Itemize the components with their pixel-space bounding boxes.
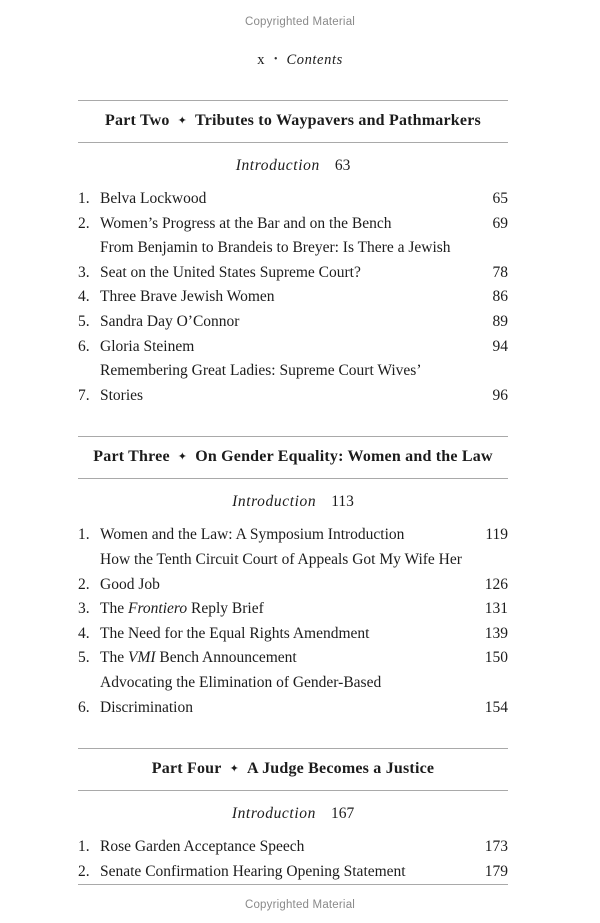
entry-title — [100, 646, 478, 671]
header-separator-icon: • — [273, 54, 278, 65]
toc-entry — [78, 622, 508, 647]
entry-page-number: 89 — [492, 312, 508, 330]
toc-entry — [78, 187, 508, 212]
entry-number: 6. — [78, 337, 90, 355]
entry-title: Remembering Great Ladies: Supreme Court Wives’ Stories — [100, 362, 421, 404]
entry-number: 2. — [78, 862, 90, 880]
toc-entry — [78, 523, 508, 548]
entry-page-number: 131 — [484, 600, 508, 618]
entry-page-number: 139 — [484, 624, 508, 642]
toc-section-part-four — [78, 748, 508, 884]
part-heading — [78, 101, 508, 142]
part-label: Part Two — [105, 112, 170, 129]
entry-title: From Benjamin to Brandeis to Breyer: Is There a Jewish Seat on the United States Supreme Court? — [100, 239, 451, 281]
toc-entry — [78, 285, 508, 310]
entry-page-number: 154 — [484, 698, 508, 716]
entry-title: Women and the Law: A Symposium Introduction — [100, 526, 405, 544]
entry-page-number: 86 — [492, 288, 508, 306]
entry-title: Sandra Day O’Connor — [100, 312, 240, 330]
bottom-watermark: Copyrighted Material — [244, 899, 356, 912]
entry-title-segment: Reply Brief — [187, 600, 264, 618]
entry-title-segment: Frontiero — [127, 600, 188, 618]
toc-entry — [78, 359, 508, 408]
section-bottom-rule — [78, 478, 508, 479]
entry-title: Advocating the Elimination of Gender-Based Discrimination — [100, 673, 382, 716]
part-label: Part Four — [151, 760, 222, 778]
entry-title: Senate Confirmation Hearing Opening Statement — [100, 862, 406, 880]
entry-number: 4. — [78, 288, 90, 306]
entry-title-segment: VMI — [127, 649, 156, 667]
toc-entry — [78, 212, 508, 237]
entry-title-segment: The — [100, 649, 128, 667]
top-watermark: Copyrighted Material — [244, 16, 356, 28]
introduction-label: Introduction — [235, 157, 320, 174]
bottom-rule — [78, 884, 508, 885]
entry-number: 1. — [78, 526, 90, 544]
part-title: Tributes to Waypavers and Pathmarkers — [195, 112, 481, 129]
toc-entry — [78, 548, 508, 597]
introduction-label: Introduction — [232, 493, 317, 511]
ornament-diamond-icon: ✦ — [229, 763, 239, 776]
page-footer — [0, 884, 600, 923]
toc-entry — [78, 310, 508, 335]
entry-title — [100, 597, 478, 622]
introduction-line — [78, 493, 508, 511]
entry-number: 3. — [78, 263, 90, 281]
toc-entry — [78, 860, 508, 885]
section-bottom-rule — [78, 790, 508, 791]
part-title: On Gender Equality: Women and the Law — [195, 448, 493, 466]
folio-number: x — [257, 52, 265, 68]
entry-title: The Need for the Equal Rights Amendment — [100, 624, 370, 642]
entry-number: 2. — [78, 575, 90, 593]
entry-number: 7. — [78, 386, 90, 404]
entry-page-number: 78 — [492, 263, 508, 281]
header-title: Contents — [286, 52, 343, 68]
toc-entry — [78, 646, 508, 671]
entry-number: 3. — [78, 600, 90, 618]
entry-list — [78, 187, 508, 408]
entry-title: How the Tenth Circuit Court of Appeals Got My Wife Her Good Job — [100, 550, 462, 593]
introduction-page-number: 63 — [334, 157, 351, 174]
part-label: Part Three — [93, 448, 170, 466]
entry-page-number: 69 — [492, 214, 508, 232]
toc-section-part-two — [78, 100, 508, 408]
introduction-page-number: 113 — [331, 493, 354, 511]
toc-sections — [78, 69, 508, 884]
introduction-line — [78, 157, 508, 175]
entry-page-number: 65 — [492, 190, 508, 207]
part-title: A Judge Becomes a Justice — [247, 760, 435, 778]
entry-number: 1. — [78, 190, 90, 207]
ornament-diamond-icon: ✦ — [177, 451, 188, 464]
page-header — [0, 52, 600, 69]
entry-number: 5. — [78, 649, 90, 667]
entry-title: Women’s Progress at the Bar and on the Bench — [100, 214, 392, 232]
entry-number: 5. — [78, 312, 90, 330]
entry-title: Belva Lockwood — [100, 190, 207, 207]
entry-page-number: 96 — [492, 386, 508, 404]
introduction-page-number: 167 — [330, 805, 355, 823]
entry-title: Rose Garden Acceptance Speech — [100, 838, 305, 856]
entry-page-number: 94 — [492, 337, 508, 355]
entry-page-number: 119 — [485, 526, 508, 544]
ornament-diamond-icon: ✦ — [177, 115, 188, 127]
entry-number: 2. — [78, 214, 90, 232]
introduction-line — [78, 805, 508, 823]
entry-title-segment: The — [100, 600, 128, 618]
toc-entry — [78, 335, 508, 360]
section-bottom-rule — [78, 142, 508, 143]
entry-list — [78, 835, 508, 884]
entry-page-number: 173 — [484, 838, 508, 856]
entry-title: Gloria Steinem — [100, 337, 195, 355]
introduction-label: Introduction — [231, 805, 316, 823]
entry-page-number: 150 — [484, 649, 508, 667]
entry-list — [78, 523, 508, 720]
toc-entry — [78, 597, 508, 622]
entry-title-segment: Bench Announcement — [155, 649, 297, 667]
entry-number: 4. — [78, 624, 90, 642]
entry-number: 6. — [78, 698, 90, 716]
toc-entry — [78, 671, 508, 720]
part-heading — [78, 437, 508, 478]
entry-title: Three Brave Jewish Women — [100, 288, 275, 306]
entry-number: 1. — [78, 838, 90, 856]
toc-entry — [78, 236, 508, 285]
part-heading — [78, 749, 508, 790]
entry-page-number: 126 — [484, 575, 508, 593]
toc-section-part-three — [78, 436, 508, 720]
toc-entry — [78, 835, 508, 860]
entry-page-number: 179 — [484, 862, 508, 880]
